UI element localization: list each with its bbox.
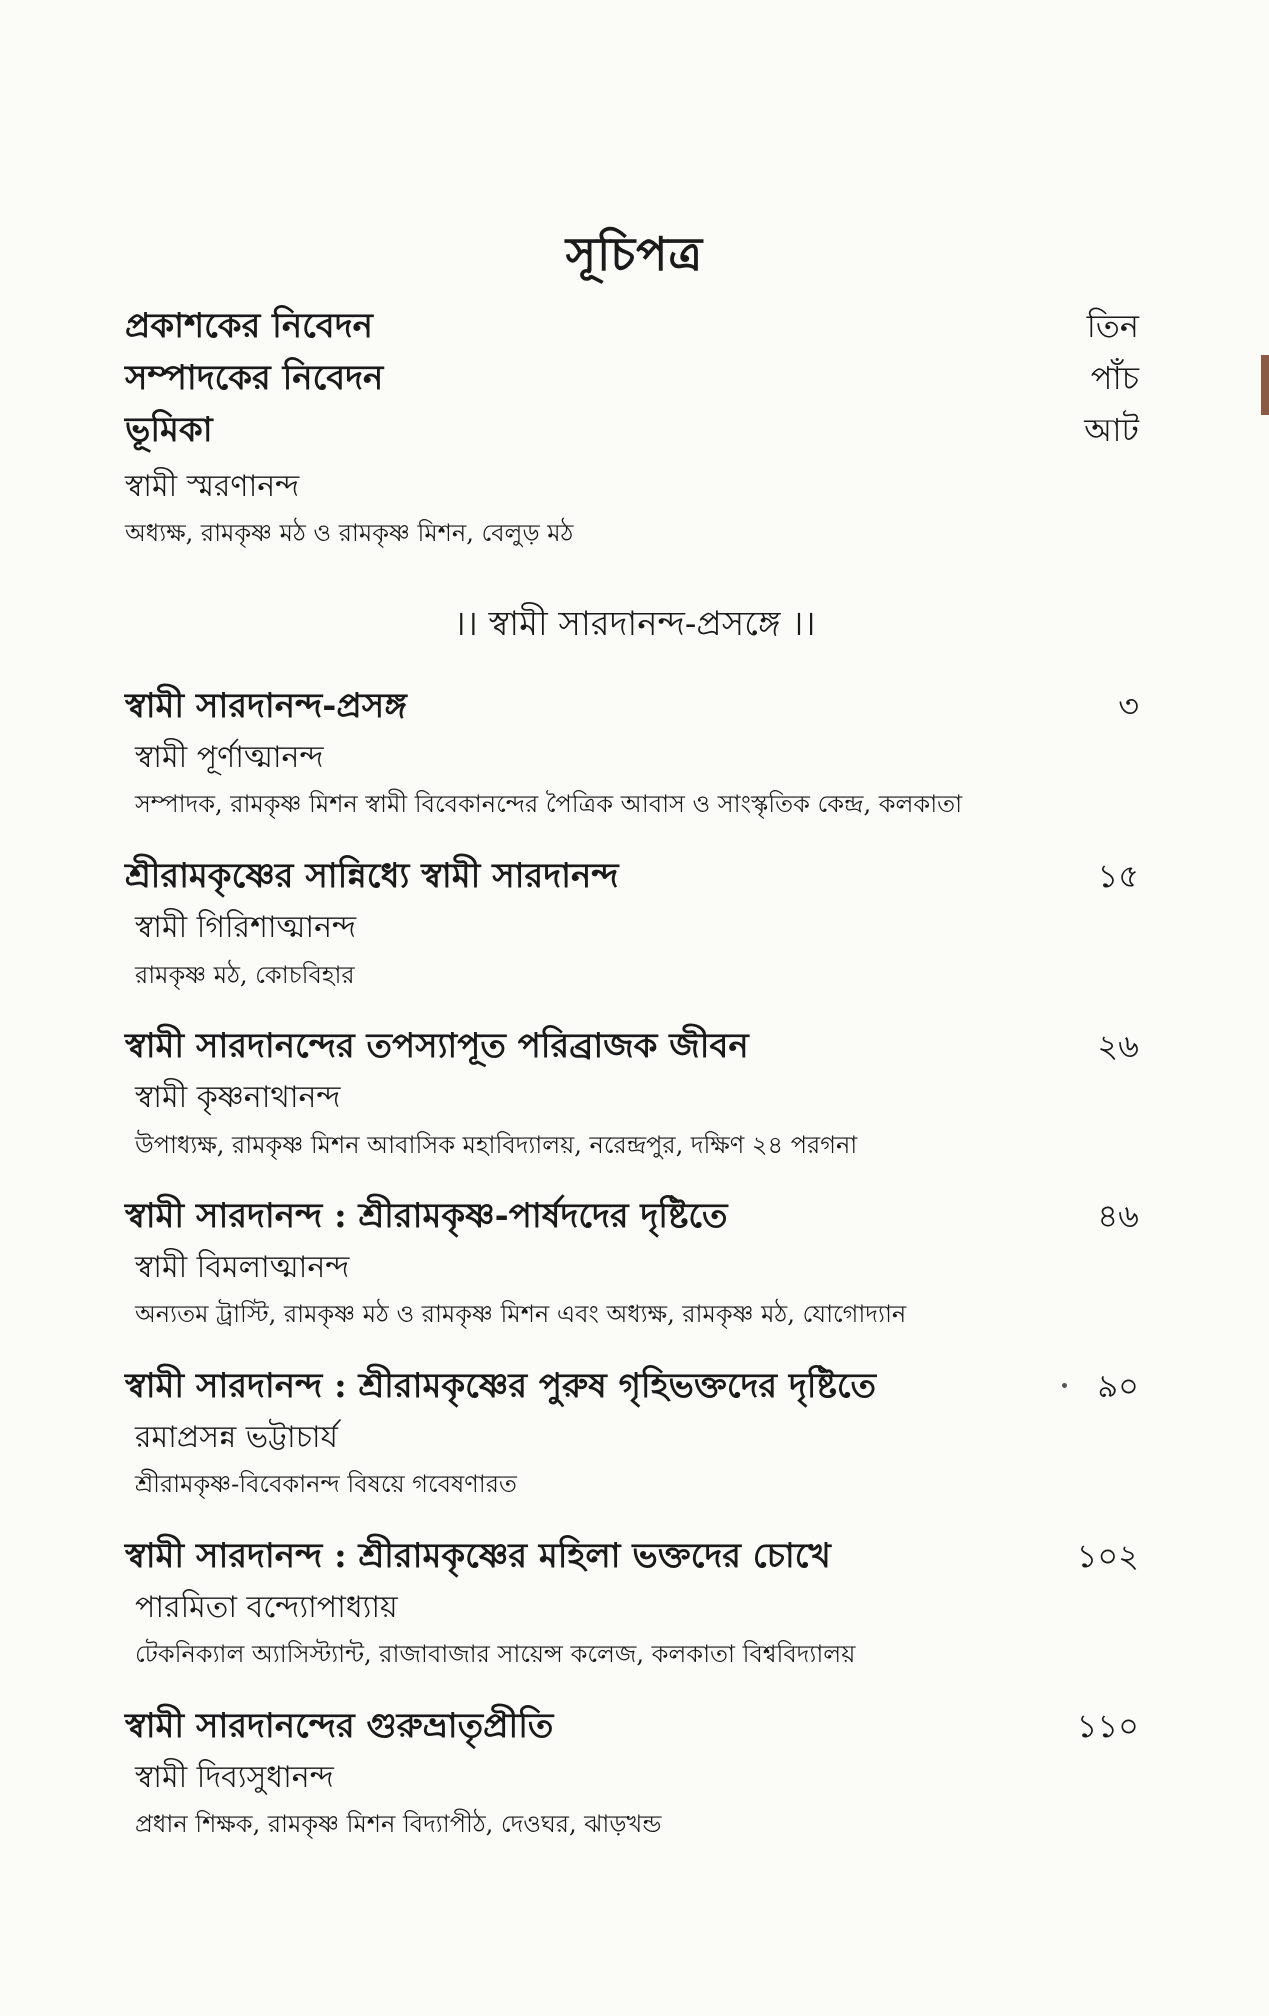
- entry-author: স্বামী পূর্ণাত্মানন্দ: [135, 740, 324, 775]
- entry-title: স্বামী সারদানন্দ : শ্রীরামকৃষ্ণ-পার্ষদদের দৃষ্টিতে: [125, 1196, 728, 1236]
- entry-title: স্বামী সারদানন্দ-প্রসঙ্গ: [125, 686, 407, 726]
- intro-author: স্বামী স্মরণানন্দ: [125, 469, 300, 504]
- entry-affiliation: সম্পাদক, রামকৃষ্ণ মিশন স্বামী বিবেকানন্দের পৈত্রিক আবাস ও সাংস্কৃতিক কেন্দ্র, কলকাতা: [135, 790, 963, 818]
- front-matter-row: [125, 300, 1139, 357]
- front-matter-page: তিন: [1086, 307, 1139, 345]
- front-matter-row: [125, 404, 1139, 461]
- entry-author: স্বামী কৃষ্ণনাথানন্দ: [135, 1080, 341, 1115]
- entry-page: ২৬: [1097, 1027, 1139, 1065]
- entry-affiliation: অন্যতম ট্রাস্টি, রামকৃষ্ণ মঠ ও রামকৃষ্ণ মিশন এবং অধ্যক্ষ, রামকৃষ্ণ মঠ, যোগোদ্যান: [135, 1300, 907, 1328]
- toc-entry-row: [125, 850, 1139, 907]
- entry-affiliation: টেকনিক্যাল অ্যাসিস্ট্যান্ট, রাজাবাজার সায়েন্স কলেজ, কলকাতা বিশ্ববিদ্যালয়: [135, 1640, 856, 1668]
- entry-page: ৩: [1118, 687, 1139, 725]
- entry-affiliation: প্রধান শিক্ষক, রামকৃষ্ণ মিশন বিদ্যাপীঠ, দেওঘর, ঝাড়খন্ড: [135, 1810, 662, 1838]
- page-edge-mark: [1261, 355, 1269, 415]
- entry-author: রমাপ্রসন্ন ভট্টাচার্য: [135, 1420, 338, 1455]
- toc-entry-row: [125, 680, 1139, 737]
- entry-page: ১১০: [1076, 1707, 1139, 1745]
- entry-author: স্বামী বিমলাত্মানন্দ: [135, 1250, 350, 1285]
- entry-author: স্বামী দিব্যসুধানন্দ: [135, 1760, 334, 1795]
- front-matter-page: আট: [1084, 411, 1139, 449]
- entry-title: স্বামী সারদানন্দের তপস্যাপূত পরিব্রাজক জীবন: [125, 1026, 749, 1066]
- entry-affiliation: শ্রীরামকৃষ্ণ-বিবেকানন্দ বিষয়ে গবেষণারত: [135, 1470, 517, 1498]
- entry-title: স্বামী সারদানন্দ : শ্রীরামকৃষ্ণের পুরুষ গৃহিভক্তদের দৃষ্টিতে: [125, 1366, 877, 1406]
- toc-entry-row: [125, 1530, 1139, 1587]
- entry-page: ১০২: [1076, 1537, 1139, 1575]
- toc-entry-row: [125, 1700, 1139, 1757]
- toc-entry-row: [125, 1190, 1139, 1247]
- entry-author: স্বামী গিরিশাত্মানন্দ: [135, 910, 357, 945]
- scan-speck: [1062, 1383, 1067, 1388]
- toc-entry-row: [125, 1020, 1139, 1077]
- front-matter-title: প্রকাশকের নিবেদন: [125, 306, 373, 346]
- entry-title: শ্রীরামকৃষ্ণের সান্নিধ্যে স্বামী সারদানন্দ: [125, 856, 619, 896]
- entry-affiliation: উপাধ্যক্ষ, রামকৃষ্ণ মিশন আবাসিক মহাবিদ্যালয়, নরেন্দ্রপুর, দক্ষিণ ২৪ পরগনা: [135, 1131, 858, 1159]
- front-matter-page: পাঁচ: [1090, 359, 1139, 397]
- intro-affiliation: অধ্যক্ষ, রামকৃষ্ণ মঠ ও রামকৃষ্ণ মিশন, বেলুড় মঠ: [125, 519, 574, 547]
- page-title: সূচিপত্র: [565, 227, 704, 281]
- entry-author: পারমিতা বন্দ্যোপাধ্যায়: [135, 1590, 398, 1625]
- toc-entry-row: [125, 1360, 1139, 1417]
- entry-title: স্বামী সারদানন্দ : শ্রীরামকৃষ্ণের মহিলা ভক্তদের চোখে: [125, 1536, 831, 1576]
- entry-affiliation: রামকৃষ্ণ মঠ, কোচবিহার: [135, 961, 355, 989]
- section-heading: ।। স্বামী সারদানন্দ-প্রসঙ্গে ।।: [453, 604, 816, 644]
- entry-page: ৪৬: [1097, 1197, 1139, 1235]
- front-matter-row: [125, 352, 1139, 409]
- front-matter-title: ভূমিকা: [125, 410, 213, 450]
- entry-page: ১৫: [1097, 857, 1139, 895]
- entry-page: ৯০: [1097, 1367, 1139, 1405]
- entry-title: স্বামী সারদানন্দের গুরুভ্রাতৃপ্রীতি: [125, 1706, 554, 1746]
- front-matter-title: সম্পাদকের নিবেদন: [125, 358, 384, 398]
